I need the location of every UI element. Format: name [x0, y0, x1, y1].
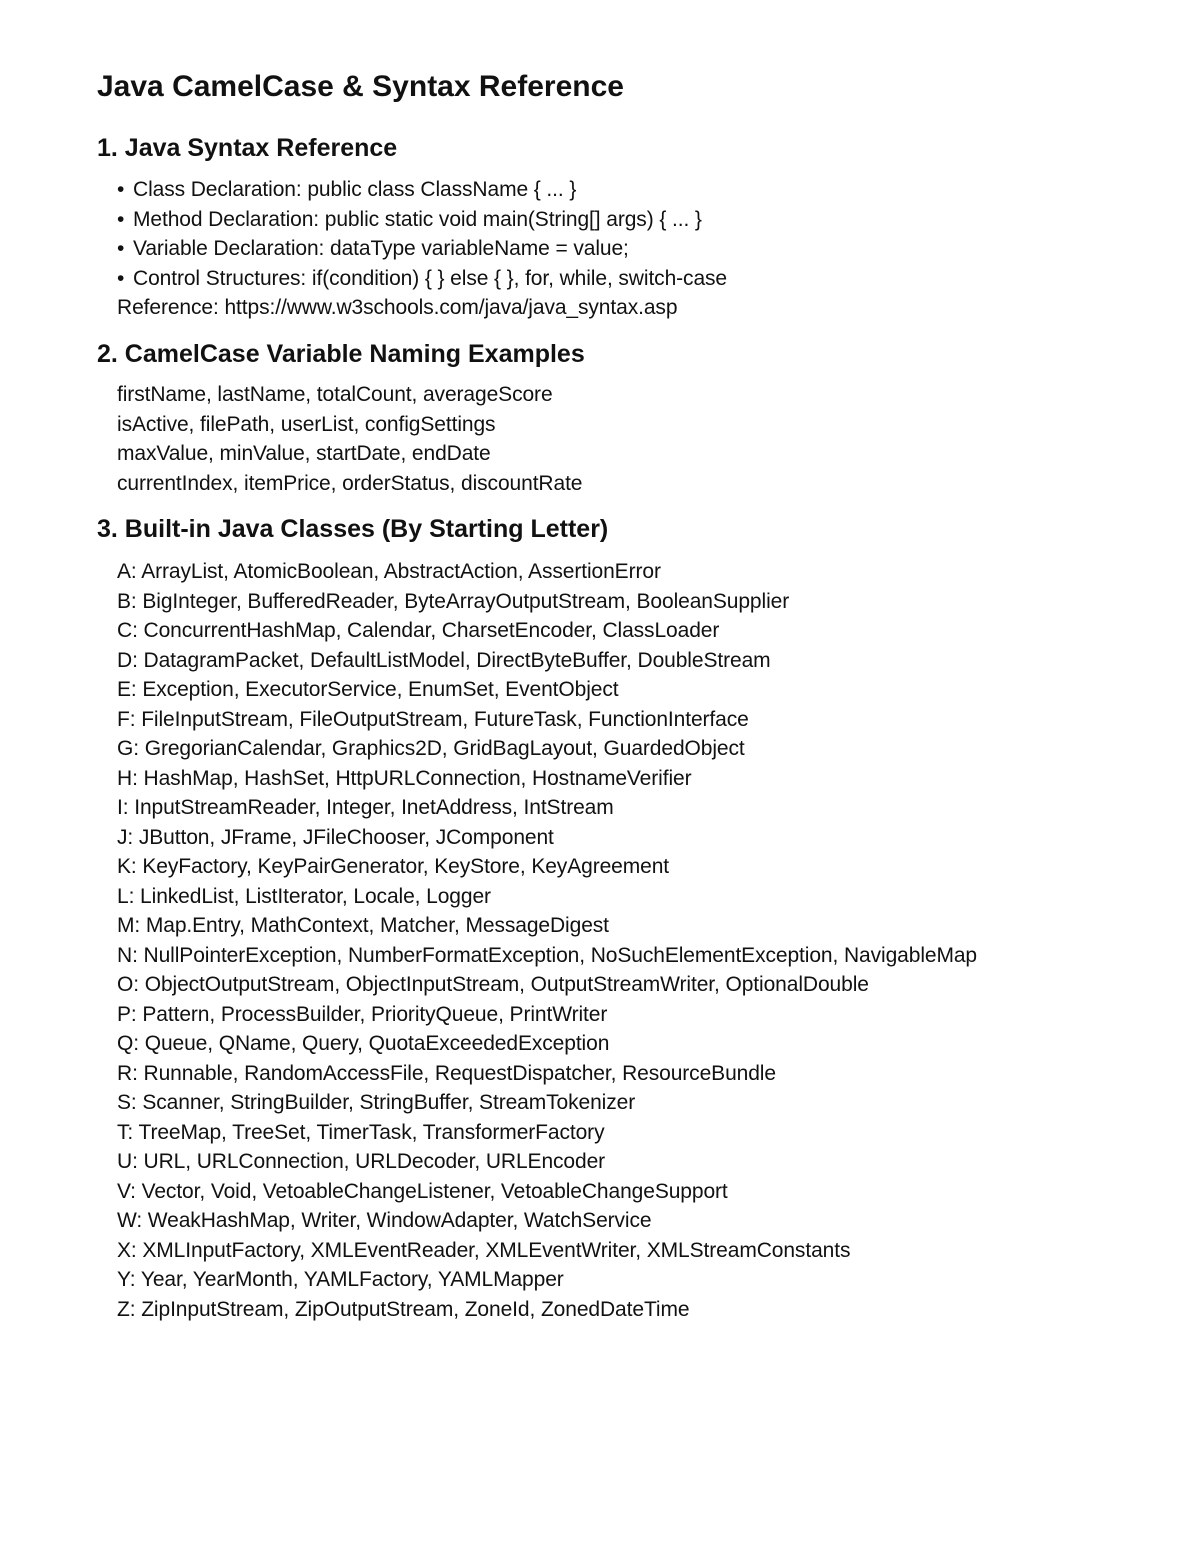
syntax-reference: Reference: https://www.w3schools.com/java/java_syntax.asp [117, 296, 678, 319]
syntax-item [117, 175, 727, 205]
camelcase-line: maxValue, minValue, startDate, endDate [117, 442, 491, 465]
syntax-item-text: Class Declaration: public class ClassName { ... } [133, 178, 577, 201]
section-heading-syntax: 1. Java Syntax Reference [97, 134, 398, 162]
class-list [117, 557, 977, 1324]
class-line-f: F: FileInputStream, FileOutputStream, FutureTask, FunctionInterface [117, 707, 749, 731]
class-line-b: B: BigInteger, BufferedReader, ByteArrayOutputStream, BooleanSupplier [117, 589, 790, 613]
class-line-n: N: NullPointerException, NumberFormatException, NoSuchElementException, NavigableMap [117, 943, 978, 967]
document-title: Java CamelCase & Syntax Reference [97, 70, 624, 103]
syntax-item [117, 234, 727, 264]
class-line-j: J: JButton, JFrame, JFileChooser, JComponent [117, 825, 554, 849]
syntax-item-text: Control Structures: if(condition) { } else { }, for, while, switch-case [133, 266, 728, 290]
class-line-l: L: LinkedList, ListIterator, Locale, Logger [117, 884, 491, 908]
class-line-d: D: DatagramPacket, DefaultListModel, DirectByteBuffer, DoubleStream [117, 648, 771, 672]
class-line-p: P: Pattern, ProcessBuilder, PriorityQueue, PrintWriter [117, 1002, 608, 1026]
class-line-m: M: Map.Entry, MathContext, Matcher, MessageDigest [117, 914, 609, 937]
syntax-item [117, 264, 727, 294]
class-line-s: S: Scanner, StringBuilder, StringBuffer, StreamTokenizer [117, 1091, 636, 1114]
class-line-t: T: TreeMap, TreeSet, TimerTask, TransformerFactory [117, 1120, 605, 1144]
class-line-h: H: HashMap, HashSet, HttpURLConnection, HostnameVerifier [117, 766, 692, 790]
bullet-glyph: • [117, 178, 125, 201]
camelcase-line: firstName, lastName, totalCount, averageScore [117, 383, 553, 406]
camelcase-line: currentIndex, itemPrice, orderStatus, discountRate [117, 471, 583, 495]
syntax-item-text: Method Declaration: public static void main(String[] args) { ... } [133, 207, 702, 231]
bullet-glyph: • [117, 207, 125, 231]
syntax-item [117, 205, 727, 235]
class-line-w: W: WeakHashMap, Writer, WindowAdapter, WatchService [117, 1209, 652, 1232]
section-heading-camelcase: 2. CamelCase Variable Naming Examples [97, 340, 585, 368]
class-line-x: X: XMLInputFactory, XMLEventReader, XMLEventWriter, XMLStreamConstants [117, 1238, 851, 1262]
syntax-item-text: Variable Declaration: dataType variableName = value; [133, 237, 629, 260]
class-line-k: K: KeyFactory, KeyPairGenerator, KeyStore, KeyAgreement [117, 855, 670, 878]
class-line-u: U: URL, URLConnection, URLDecoder, URLEncoder [117, 1150, 606, 1173]
class-line-e: E: Exception, ExecutorService, EnumSet, EventObject [117, 678, 619, 701]
bullet-glyph: • [117, 266, 125, 290]
bullet-glyph: • [117, 237, 125, 260]
class-line-a: A: ArrayList, AtomicBoolean, AbstractAction, AssertionError [117, 560, 661, 583]
camelcase-line: isActive, filePath, userList, configSettings [117, 412, 496, 436]
class-line-q: Q: Queue, QName, Query, QuotaExceededException [117, 1032, 610, 1055]
class-line-o: O: ObjectOutputStream, ObjectInputStream, OutputStreamWriter, OptionalDouble [117, 973, 869, 996]
class-line-v: V: Vector, Void, VetoableChangeListener, VetoableChangeSupport [117, 1179, 728, 1203]
section-heading-classes: 3. Built-in Java Classes (By Starting Letter) [97, 515, 609, 543]
class-line-r: R: Runnable, RandomAccessFile, RequestDispatcher, ResourceBundle [117, 1061, 776, 1085]
camelcase-list [117, 380, 582, 498]
class-line-y: Y: Year, YearMonth, YAMLFactory, YAMLMapper [117, 1268, 564, 1291]
class-line-z: Z: ZipInputStream, ZipOutputStream, ZoneId, ZonedDateTime [117, 1297, 690, 1321]
syntax-list [117, 175, 727, 323]
class-line-i: I: InputStreamReader, Integer, InetAddress, IntStream [117, 796, 614, 819]
class-line-c: C: ConcurrentHashMap, Calendar, CharsetEncoder, ClassLoader [117, 619, 720, 642]
class-line-g: G: GregorianCalendar, Graphics2D, GridBagLayout, GuardedObject [117, 737, 745, 760]
